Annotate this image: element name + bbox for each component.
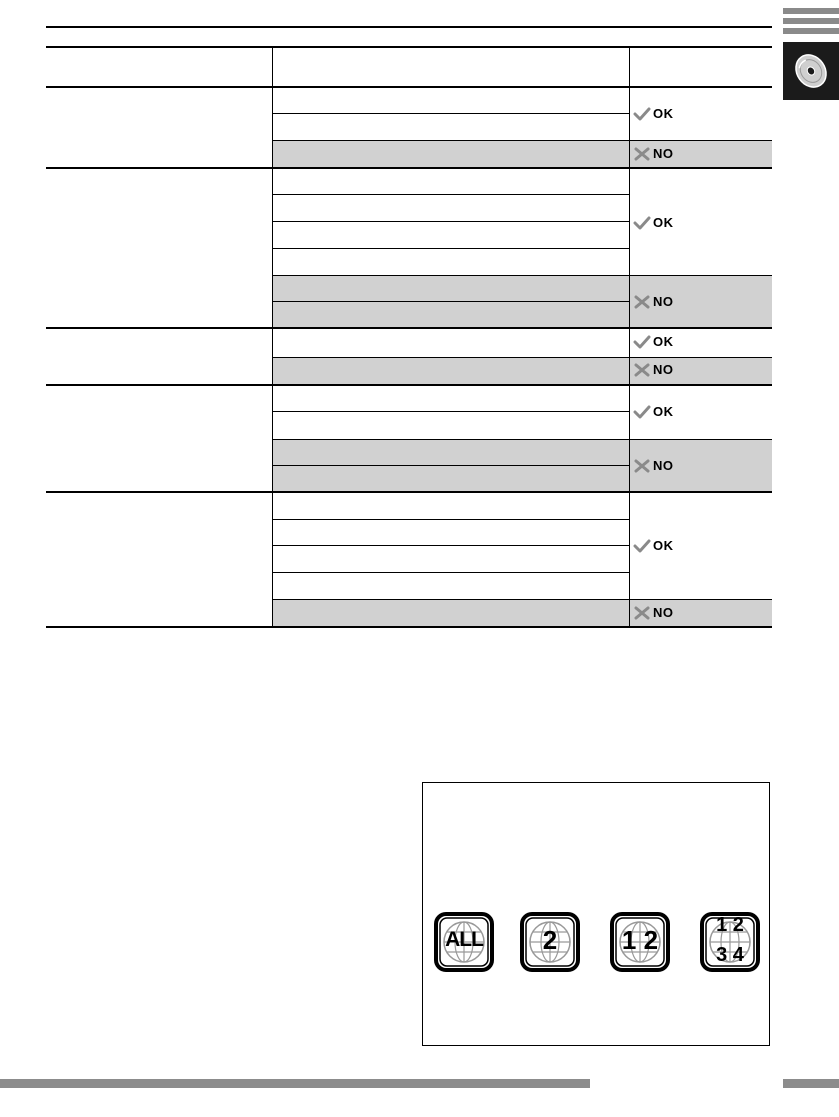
side-tab-stripe-2 [783, 18, 839, 24]
row-rule [272, 411, 629, 412]
row-rule [272, 140, 772, 141]
region-label: 1 2 [621, 925, 659, 955]
cross-icon [633, 295, 651, 309]
status-label: OK [653, 404, 674, 419]
row-rule [272, 113, 629, 114]
region-label-bottom: 3 4 [716, 944, 744, 966]
row-rule [272, 221, 629, 222]
table-top-rule [46, 26, 772, 28]
region-label: 2 [542, 925, 558, 955]
row-rule [272, 465, 629, 466]
row-rule [272, 519, 629, 520]
check-icon [633, 405, 651, 419]
status-no [633, 146, 674, 161]
group-rule [46, 491, 772, 493]
shaded-row [272, 357, 772, 384]
shaded-row [272, 140, 772, 167]
footer-bar-right [783, 1079, 839, 1088]
cross-icon [633, 147, 651, 161]
table-bottom-rule [46, 626, 772, 628]
status-ok [633, 334, 674, 349]
status-no [633, 294, 674, 309]
disc-icon [783, 42, 839, 100]
group-rule [46, 384, 772, 386]
status-label: NO [653, 458, 674, 473]
side-tab-stripe-3 [783, 28, 839, 34]
row-rule [272, 599, 772, 600]
disc-section-tab [783, 42, 839, 100]
column-divider [272, 46, 273, 628]
status-label: NO [653, 362, 674, 377]
status-no [633, 362, 674, 377]
region-label: ALL [445, 928, 483, 951]
check-icon [633, 335, 651, 349]
status-no [633, 458, 674, 473]
check-icon [633, 107, 651, 121]
group-rule [46, 167, 772, 169]
status-label: OK [653, 106, 674, 121]
row-rule [272, 248, 629, 249]
status-label: OK [653, 538, 674, 553]
row-rule [272, 275, 772, 276]
status-label: OK [653, 334, 674, 349]
table-header-top-rule [46, 46, 772, 48]
status-no [633, 605, 674, 620]
status-label: OK [653, 215, 674, 230]
shaded-row [272, 599, 772, 626]
check-icon [633, 216, 651, 230]
side-tab-stripe-1 [783, 8, 839, 14]
row-rule [272, 194, 629, 195]
status-ok [633, 404, 674, 419]
status-ok [633, 215, 674, 230]
group-rule [46, 327, 772, 329]
status-label: NO [653, 605, 674, 620]
status-ok [633, 538, 674, 553]
table-header-bottom-rule [46, 86, 772, 88]
status-label: NO [653, 146, 674, 161]
cross-icon [633, 363, 651, 377]
region-label-top: 1 2 [716, 914, 744, 936]
footer-bar-left [0, 1079, 590, 1088]
column-divider [629, 46, 630, 628]
check-icon [633, 539, 651, 553]
row-rule [272, 301, 629, 302]
row-rule [272, 572, 629, 573]
status-ok [633, 106, 674, 121]
cross-icon [633, 606, 651, 620]
row-rule [272, 357, 772, 358]
row-rule [272, 439, 772, 440]
cross-icon [633, 459, 651, 473]
row-rule [272, 545, 629, 546]
status-label: NO [653, 294, 674, 309]
